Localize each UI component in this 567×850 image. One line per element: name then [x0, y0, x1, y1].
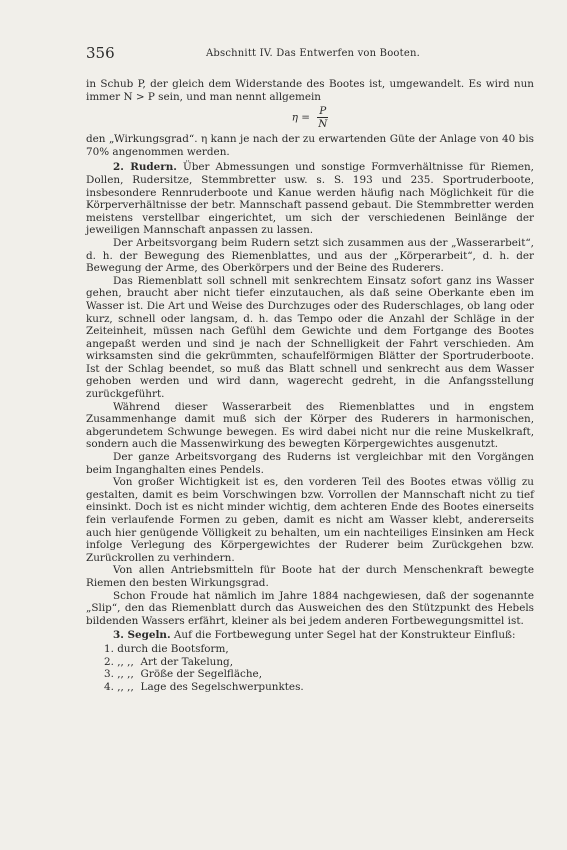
heading-rudern: 2. Rudern.: [113, 161, 177, 174]
paragraph-8: Von großer Wichtigkeit ist es, den vorderen Teil des Bootes etwas völlig zu gestalten, damit es beim Vorschwingen bzw. Vorrollen der Mannschaft nicht zu tief einsinkt. Doch ist es nicht minder wichtig, dem achteren Ende des Bootes einerseits fein verlaufende Formen zu geben, damit es nicht am Wasser klebt, andererseits auch hier genügende Völligkeit zu behalten, um ein nachteiliges Einsinken am Heck infolge Verlegung des Körpergewichtes der Ruderer beim Zurückgehen bzw. Zurückrollen zu verhindern.: [86, 476, 534, 564]
paragraph-7: Der ganze Arbeitsvorgang des Ruderns ist vergleichbar mit den Vorgängen beim Inganghalten eines Pendels.: [86, 451, 534, 476]
list-item: 4. ,, ,, Lage des Segelschwerpunktes.: [104, 680, 304, 693]
paragraph-3: Über Abmessungen und sonstige Formverhältnisse für Riemen, Dollen, Rudersitze, Stemmbretter usw. s. S. 193 und 235. Sportruderboote, insbesondere Rennruderboote und Kanue werden häufig nach Möglichkeit für die Körperverhältnisse der betr. Mannschaft passend gebaut. Die Stemmbretter werden meistens verstellbar eingerichtet, um sich der verschiedenen Beinlänge der jeweiligen Mannschaft anpassen zu lassen.: [86, 161, 534, 237]
list-item: 2. ,, ,, Art der Takelung,: [104, 655, 233, 668]
paragraph-10: Schon Froude hat nämlich im Jahre 1884 nachgewiesen, daß der sogenannte „Slip“, den das Riemenblatt durch das Ausweichen des den Stützpunkt des Hebels bildenden Wassers erfährt, kleiner als bei jedem anderen Fortbewegungsmittel ist.: [86, 589, 534, 627]
running-title: Abschnitt IV. Das Entwerfen von Booten.: [206, 48, 421, 59]
list-item: 1. durch die Bootsform,: [104, 642, 229, 655]
formula-denominator: N: [318, 118, 328, 131]
heading-segeln: 3. Segeln.: [113, 629, 171, 642]
paragraph-1: in Schub P, der gleich dem Widerstande des Bootes ist, umgewandelt. Es wird nun immer N > P sein, und man nennt allgemein: [86, 78, 534, 103]
paragraph-rudern: [86, 161, 534, 237]
efficiency-formula: [86, 105, 534, 130]
formula-numerator: P: [319, 105, 327, 118]
formula-fraction: [317, 105, 328, 130]
list-item: 3. ,, ,, Größe der Segelfläche,: [104, 668, 263, 681]
paragraph-4: Der Arbeitsvorgang beim Rudern setzt sich zusammen aus der „Wasserarbeit“, d. h. der Bewegung des Riemenblattes, und aus der „Körperarbeit“, d. h. der Bewegung der Arme, des Oberkörpers und der Beine des Ruderers.: [86, 236, 534, 275]
sail-influence-list: [86, 643, 534, 693]
formula-lhs: η =: [291, 111, 310, 124]
page-number: 356: [86, 44, 115, 62]
paragraph-segeln: [86, 629, 534, 642]
paragraph-2: den „Wirkungsgrad“. η kann je nach der zu erwartenden Güte der Anlage von 40 bis 70% angenommen werden.: [86, 133, 534, 158]
paragraph-11: Auf die Fortbewegung unter Segel hat der Konstrukteur Einfluß:: [173, 629, 516, 642]
paragraph-6: Während dieser Wasserarbeit des Riemenblattes und in engstem Zusammenhange damit muß sich der Körper des Ruderers in harmonischen, abgerundetem Schwunge bewegen. Es wird dabei nicht nur die reine Muskelkraft, sondern auch die Massenwirkung des bewegten Körpergewichtes ausgenutzt.: [86, 400, 534, 451]
paragraph-5: Das Riemenblatt soll schnell mit senkrechtem Einsatz sofort ganz ins Wasser gehen, braucht aber nicht tiefer einzutauchen, als daß seine Oberkante eben im Wasser ist. Die Art und Weise des Durchzuges oder des Ruderschlages, ob lang oder kurz, schnell oder langsam, d. h. das Tempo oder die Anzahl der Schläge in der Zeiteinheit, müssen nach Gefühl dem Gewichte und dem Fortgange des Bootes angepaßt werden und sind je nach der Schnelligkeit der Fahrt verschieden. Am wirksamsten sind die gekrümmten, schaufelförmigen Blätter der Sportruderboote. Ist der Schlag beendet, so muß das Blatt schnell und senkrecht aus dem Wasser gehoben werden und wird dann, wagerecht gedreht, in die Anfangsstellung zurückgeführt.: [86, 274, 534, 401]
body-text: [86, 78, 534, 693]
paragraph-9: Von allen Antriebsmitteln für Boote hat der durch Menschenkraft bewegte Riemen den besten Wirkungsgrad.: [86, 564, 534, 589]
